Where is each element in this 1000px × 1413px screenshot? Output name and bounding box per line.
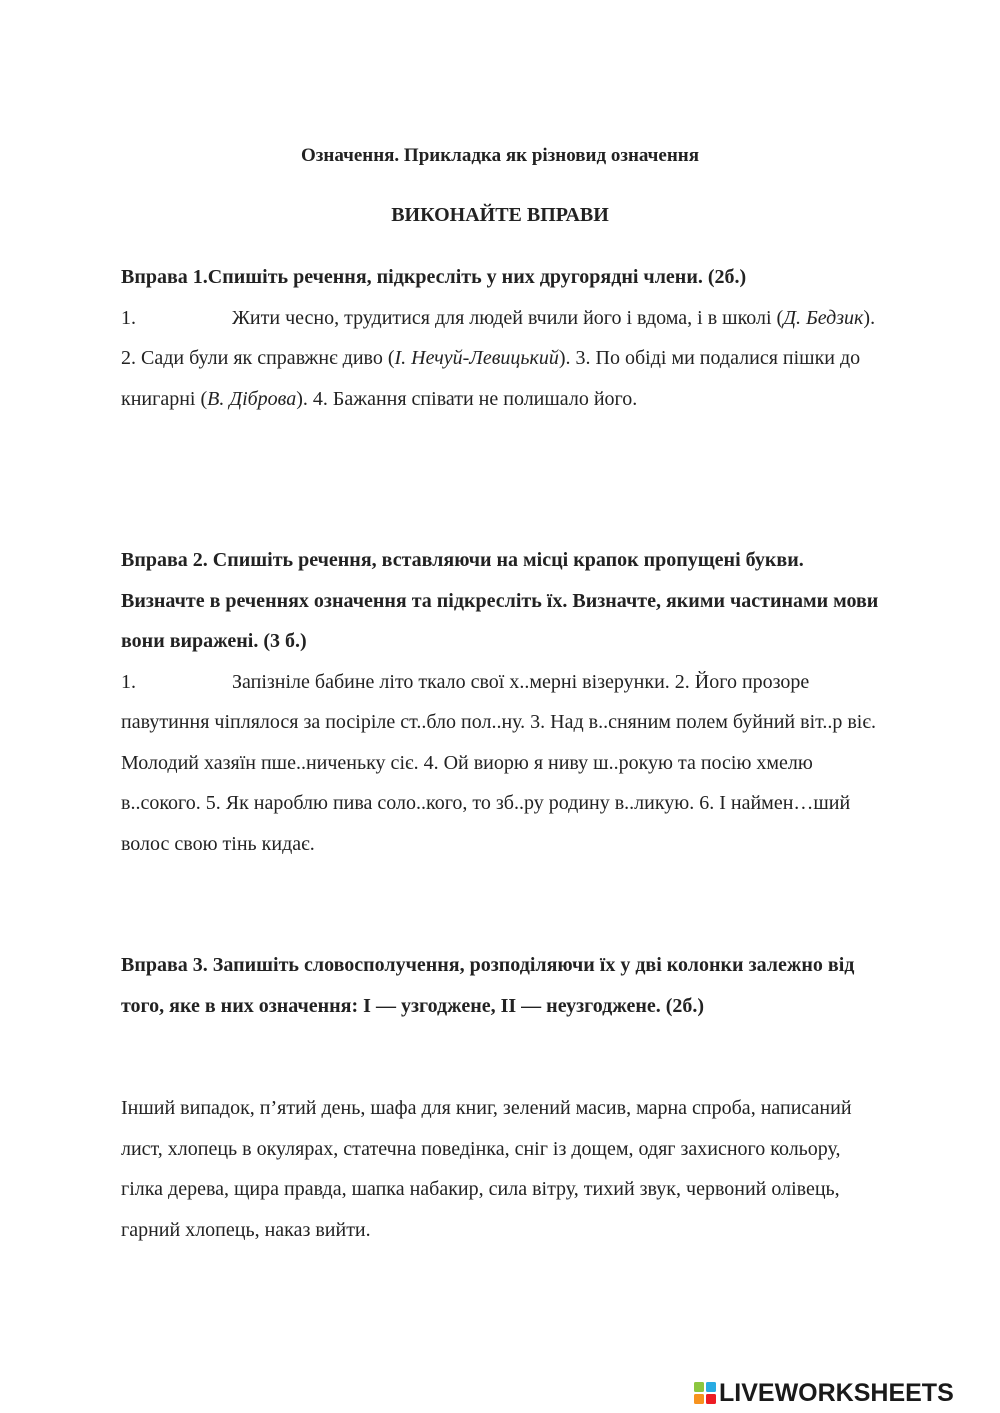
logo-square-green (694, 1382, 704, 1392)
exercise-1-part-4: ). 4. Бажання співати не полишало його. (296, 387, 638, 410)
logo-square-red (706, 1394, 716, 1404)
exercise-2-sentences: Запізніле бабине літо ткало свої х..мерні візерунки. 2. Його прозоре павутиння чіплялося за посіріле ст..бло пол..ну. 3. Над в..сняним полем буйний віт..р віє. Молодий хазяїн пше..ниченьку сіє. 4. Ой виорю я ниву ш..рокую та посію хмелю в..сокого. 5. Як нароблю пива соло..кого, то зб..ру родину в..ликую. 6. І наймен…ший волос свою тінь кидає. (121, 670, 876, 855)
logo-square-blue (706, 1382, 716, 1392)
liveworksheets-logo (694, 1378, 954, 1408)
exercise-1-part-3: ). 3. По обіді ми подалися пішки до книгарні ( (121, 347, 861, 410)
exercise-2 (121, 540, 881, 864)
exercise-1-heading: Вправа 1.Спишіть речення, підкресліть у них другорядні члени. (2б.) (121, 266, 747, 288)
liveworksheets-logo-icon (694, 1382, 716, 1404)
exercise-1-author-1: Д. Бедзик (783, 306, 864, 329)
exercise-1-part-1: Жити чесно, трудитися для людей вчили його і вдома, і в школі ( (232, 306, 784, 329)
exercise-3-text: Інший випадок, п’ятий день, шафа для книг, зелений масив, марна спроба, написаний лист, хлопець в окулярах, статечна поведінка, сніг із дощем, одяг захисного кольору, гілка дерева, щира правда, шапка набакир, сила вітру, тихий звук, червоний олівець, гарний хлопець, наказ вийти. (121, 1097, 852, 1241)
exercise-2-number: 1. (121, 670, 136, 693)
exercise-3-heading: Вправа 3. Запишіть словосполучення, розподіляючи їх у дві колонки залежно від того, яке в них означення: І — узгоджене, ІІ — неузгоджене. (2б.) (121, 954, 855, 1017)
exercise-1 (121, 257, 881, 419)
exercise-2-text (121, 662, 881, 865)
logo-square-orange (694, 1394, 704, 1404)
exercise-1-part-2: ). 2. Сади були як справжнє диво ( (121, 306, 876, 369)
exercise-2-heading: Вправа 2. Спишіть речення, вставляючи на місці крапок пропущені букви. Визначте в реченнях означення та підкресліть їх. Визначте, якими частинами мови вони виражені. (3 б.) (121, 549, 879, 652)
liveworksheets-logo-text: LIVEWORKSHEETS (719, 1378, 954, 1407)
exercise-1-author-2: І. Нечуй-Левицький (394, 347, 559, 369)
page-subtitle: ВИКОНАЙТЕ ВПРАВИ (391, 204, 609, 226)
exercise-1-author-3: В. Діброва (207, 387, 297, 410)
exercise-1-number: 1. (121, 306, 136, 329)
exercise-1-text (121, 298, 881, 420)
page-title: Означення. Прикладка як різновид означення (301, 145, 699, 166)
